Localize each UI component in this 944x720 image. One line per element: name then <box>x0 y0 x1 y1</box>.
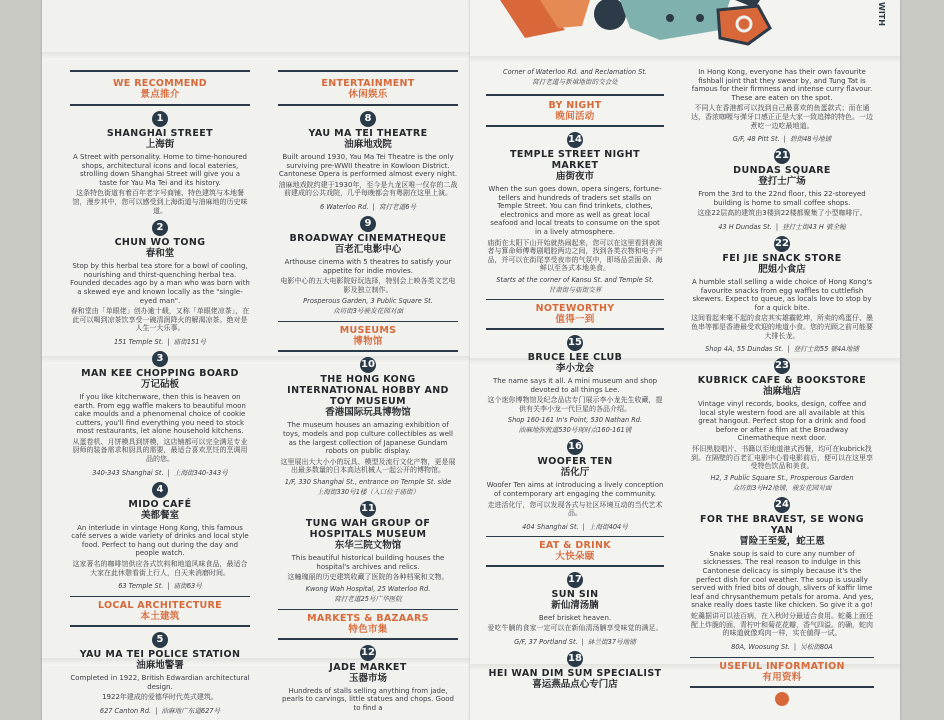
listing-description-cn: 油麻地戏院约建于1930年，至今是九龙区唯一仅存的二战前建成的公共戏院，几乎每晚都会有粤剧在这里上演。 <box>278 180 458 198</box>
listing-description-cn: 庙街在太阳下山开始就热闹起来，您可以在这里看到表演者与算命师傅粤剧唱腔两边之间，找到各类衣物和电子产品，并可以在街尾享受夜市的气氛中，即场品尝面条、海鲜以至各式本地美食。 <box>487 238 663 273</box>
listing-kubrick <box>690 358 874 492</box>
listing-address: H2, 3 Public Square St., Prosperous Garden <box>710 473 854 482</box>
listing-title: MAN KEE CHOPPING BOARD <box>81 367 239 379</box>
listing-title: DUNDAS SQUARE <box>733 165 831 177</box>
listing-title-cn: 李小龙会 <box>555 362 594 374</box>
listing-address: Shop 160-161 In's Point, 530 Nathan Rd. <box>507 416 643 425</box>
listing-address: Prosperous Garden, 3 Public Square St. <box>303 297 433 306</box>
listing-description-cn: 这个迷你博物馆及纪念品店专门展示李小龙先生收藏，提供有关李小龙一代巨星的各品介绍。 <box>487 396 663 413</box>
divider <box>278 638 458 640</box>
listing-title-cn: 香港国际玩具博物馆 <box>325 407 411 419</box>
listing-address: 151 Temple St. | 庙街151号 <box>113 337 207 346</box>
listing-address-cn: 窝打老道25号广华医院 <box>334 594 402 603</box>
listing-address: 340-343 Shanghai St. | 上海街340-343号 <box>92 468 228 477</box>
listing-title: FOR THE BRAVEST, SE WONG YAN <box>700 513 864 536</box>
column-eat-drink-continued <box>690 68 874 710</box>
section-heading-we-recommend: WE RECOMMEND 景点推介 <box>113 78 207 100</box>
divider <box>70 104 250 106</box>
number-badge: 5 <box>152 632 168 648</box>
divider <box>486 565 664 567</box>
listing-toy-museum <box>278 357 458 496</box>
listing-description: Built around 1930, Yau Ma Tei Theatre is the only surviving pre-WWII theatre in Kowloon District. Cantonese Opera is performed almost every night. <box>278 153 458 179</box>
listing-description-cn: 这幢瑰丽的历史建筑收藏了医院的各种档案和文物。 <box>287 573 449 582</box>
listing-shanghai-street <box>70 111 250 215</box>
listing-title: YAU MA TEI THEATRE <box>308 128 428 139</box>
listing-address-cn: 窝打老道与新填地街的交会处 <box>532 78 618 86</box>
listing-title-cn: 喜运燕品点心专门店 <box>532 678 618 690</box>
listing-description: When the sun goes down, opera singers, fortune-tellers and hundreds of traders set stalls on Temple Street. You can find trinkets, clothes, electronics and more as well as great local seafood and local treats to consume on the spot in a lively atmosphere. <box>488 185 662 236</box>
divider <box>486 536 664 537</box>
divider <box>70 625 250 627</box>
listing-description: In Hong Kong, everyone has their own favourite fishball joint that they swear by, and Tung Tat is famous for their firmness and intense curry flavour. These are eaten on the spot. <box>691 68 873 102</box>
listing-address: 627 Canton Rd. | 油麻地广东道627号 <box>99 707 221 715</box>
divider <box>278 350 458 352</box>
number-badge: 23 <box>774 358 790 374</box>
listing-description-cn: 爱吃牛腩的食家一定可以在新仙清汤腩享受味觉的满足。 <box>487 624 663 633</box>
number-badge: 21 <box>774 148 790 164</box>
divider <box>278 321 458 322</box>
listing-description: This beautiful historical building houses the hospital's archives and relics. <box>291 553 445 571</box>
divider <box>486 94 664 96</box>
number-badge: 12 <box>360 645 376 661</box>
listing-description: From the 3rd to the 22nd floor, this 22-storeyed building is home to small coffee shops. <box>698 190 866 207</box>
listing-tung-wah-museum <box>278 501 458 603</box>
listing-address: 80A, Woosung St. | 吴松街80A <box>731 642 833 651</box>
number-badge: 22 <box>774 236 790 252</box>
map-panel-left <box>42 0 470 720</box>
listing-title: JADE MARKET <box>329 661 407 673</box>
listing-description-cn: 这座22层高的建筑由3楼到22楼都聚集了小型咖啡厅。 <box>697 209 867 218</box>
divider <box>278 104 458 106</box>
divider <box>70 70 250 72</box>
section-heading-eat-drink: EAT & DRINK 大快朵颐 <box>539 539 611 562</box>
listing-title-cn: 冒险王至爱，蛇王恩 <box>739 535 825 547</box>
listing-title: YAU MA TEI POLICE STATION <box>79 649 241 661</box>
listing-address: 43 H Dundas St. | 登打士街43 H 號全幢 <box>718 222 846 231</box>
listing-chun-wo-tong <box>70 220 250 346</box>
listing-hei-wan <box>486 651 664 691</box>
number-badge: 8 <box>360 111 376 127</box>
divider <box>486 328 664 330</box>
listing-address: G/F, 48 Pitt St. | 碧街48号地铺 <box>732 135 832 144</box>
listing-police-station <box>70 632 250 715</box>
listing-address: Shop 4A, 55 Dundas St. | 登打士街55 號4A地铺 <box>705 345 859 354</box>
listing-title-cn: 肥姐小食店 <box>758 263 806 275</box>
divider <box>278 70 458 72</box>
illustration-banner <box>470 0 900 58</box>
number-badge: 9 <box>360 216 376 232</box>
number-badge: 11 <box>360 501 376 517</box>
listing-description: The museum houses an amazing exhibition of toys, models and pop culture collectibles as well as the largest collection of Japanese Gundam robots on public display. <box>283 421 453 456</box>
section-heading-by-night: BY NIGHT 晚间活动 <box>548 100 602 122</box>
column-by-night <box>486 68 664 691</box>
number-badge: 1 <box>152 111 168 127</box>
listing-address: Starts at the corner of Kansu St. and Temple St. <box>496 275 654 284</box>
listing-woofer-ten <box>486 439 664 530</box>
listing-address: 6 Waterloo Rd. | 窝打老道6号 <box>319 202 417 211</box>
listing-description: Stop by this herbal tea store for a bowl of cooling, nourishing and thirst-quenching herbal tea. Founded decades ago by a man who was born with a skewed eye and known locally as the "single-eyed man". <box>70 262 250 305</box>
listing-title: MIDO CAFÉ <box>128 498 192 510</box>
listing-fei-jie <box>690 236 874 353</box>
listing-description: Completed in 1922, British Edwardian architectural design. <box>70 674 250 691</box>
number-badge: 17 <box>567 572 583 588</box>
listing-description: Vintage vinyl records, books, design, coffee and local style western food are all available at this great hangout. Perfect stop for a drink and food before or after a film at the Broadway Cinematheque next door. <box>697 400 867 443</box>
listing-title-cn: 活化厅 <box>560 467 590 479</box>
listing-temple-street-night-market <box>486 132 664 294</box>
listing-address: 1/F, 330 Shanghai St., entrance on Temple St. side <box>284 477 452 486</box>
listing-description-cn: 1922年建成的爱德华时代英式建筑。 <box>102 693 218 702</box>
listing-description: Beef brisket heaven. <box>538 613 612 622</box>
listing-mido-cafe <box>70 482 250 591</box>
listing-description-cn: 不同人在香港都可以找到自己最喜欢的鱼蛋款式；而在通达，香浓咖喱与弹牙口感正正是大家一致追捧的特色。一边煮吃一边吃最地道。 <box>691 104 873 130</box>
listing-description-cn: 怀旧黑胶唱片、书籍以至地道港式西餐，均可在kubrick找到。在隔壁的百老汇电影中心看电影前后，便可以在这里享受特色饮品和美食。 <box>691 445 873 471</box>
listing-description-cn: 走进活化厅，您可以发现各式与社区环境互动的当代艺术品。 <box>487 500 663 518</box>
map-panel-right <box>470 0 900 720</box>
listing-title: HEI WAN DIM SUM SPECIALIST <box>488 667 662 679</box>
section-heading-useful-information: USEFUL INFORMATION 有用资料 <box>719 660 845 683</box>
listing-address-cn: 甘肃街与庙街交界 <box>548 285 602 294</box>
listing-title: SUN SIN <box>551 588 599 600</box>
section-heading-markets: MARKETS & BAZAARS 特色市集 <box>307 612 429 635</box>
section-heading-noteworthy: NOTEWORTHY 值得一到 <box>535 302 615 325</box>
column-entertainment <box>278 70 458 712</box>
listing-title-cn: 登打士广场 <box>758 176 806 188</box>
listing-title: TUNG WAH GROUP OF HOSPITALS MUSEUM <box>305 517 431 540</box>
listing-description: If you like kitchenware, then this is heaven on earth. From egg waffle makers to beautiful moon cake moulds and a phenomenal choice of cookie cutters, you'll find everything you need to stock most restaurants, let alone household kitchens. <box>74 392 246 436</box>
listing-title: KUBRICK CAFE & BOOKSTORE <box>697 375 867 387</box>
listing-title: BROADWAY CINEMATHEQUE <box>289 232 447 244</box>
listing-title-cn: 万记砧板 <box>140 378 179 390</box>
listing-title-cn: 上海街 <box>145 139 175 150</box>
divider <box>486 125 664 127</box>
number-badge: 2 <box>152 220 168 236</box>
listing-description: A humble stall selling a wide choice of Hong Kong's favourite snacks from egg waffles to cuttlefish skewers. Expect to queue, as locals love to stop by for a quick bite. <box>692 277 872 312</box>
listing-address-cn: 上海街330号1楼（入口位于庙街） <box>316 487 420 496</box>
listing-title: BRUCE LEE CLUB <box>527 351 623 363</box>
listing-sun-sin <box>486 572 664 646</box>
listing-title-cn: 春和堂 <box>145 248 175 260</box>
listing-title-cn: 新仙清汤腩 <box>551 599 599 611</box>
listing-description: A Street with personality. Home to time-honoured shops, architectural icons and local eateries, strolling down Shanghai Street will give you a taste for Yau Ma Tei and its history. <box>73 153 247 187</box>
listing-address-cn: 众坊街3号骏发花园对面 <box>332 307 404 316</box>
divider <box>690 686 874 688</box>
listing-description: Arthouse cinema with 5 theatres to satisfy your appetite for indie movies. <box>284 257 452 275</box>
section-heading-local-architecture: LOCAL ARCHITECTURE 本土建筑 <box>98 600 222 623</box>
number-badge: 14 <box>567 132 583 148</box>
listing-title-cn: 油麻地店 <box>762 386 801 398</box>
listing-description: Snake soup is said to cure any number of sicknesses. The real reason to indulge in this Cantonese delicacy is simply because it's the perfect dish for cool weather. The soup is usually served with fried bits of dough, slivers of kaffir lime leaf and chrysanthemum petals for aroma. And yes, snake really does taste like chicken. So give it a go! <box>690 549 874 610</box>
number-badge: 16 <box>567 439 583 455</box>
listing-description-cn: 这间看起来毫不起的食店其实雄霸乾坤，所卖的鸡蛋仔、墨鱼串等都是香港最受欢迎的地道小食。您的光顾之前可能要大排长龙。 <box>691 314 873 340</box>
listing-dundas-square <box>690 148 874 231</box>
number-badge: 3 <box>152 351 168 367</box>
listing-address-cn: 油麻地弥敦道530号现时点160-161铺 <box>518 426 632 435</box>
listing-title: FEI JIE SNACK STORE <box>722 252 842 264</box>
listing-address: 63 Temple St. | 庙街63号 <box>118 582 202 591</box>
listing-title: SHANGHAI STREET <box>106 128 214 139</box>
listing-jade-market <box>278 645 458 713</box>
section-heading-entertainment: ENTERTAINMENT 休闲娱乐 <box>321 78 415 100</box>
listing-address: G/F, 37 Portland St. | 砵兰街37号地铺 <box>514 637 636 646</box>
listing-title: WOOFER TEN <box>537 456 613 468</box>
listing-description-cn: 电影中心的五大电影院好玩选择，特别会上映各类文艺电影及独立制作。 <box>280 277 456 294</box>
listing-address-cn: 众坊街3号H2地铺，骏发花园对面 <box>732 483 832 492</box>
listing-title-cn: 东华三院文物馆 <box>334 539 402 551</box>
listing-description-cn: 这里展出大大小小的玩具、模型及流行文化产物，更是展出最多数量的日本高达机械人一起公开的博物馆。 <box>280 457 456 475</box>
fold-line <box>42 52 470 60</box>
column-recommend <box>70 70 250 715</box>
number-badge: 4 <box>152 482 168 498</box>
divider <box>278 609 458 610</box>
listing-address: Corner of Waterloo Rd. and Reclamation St. <box>502 68 648 76</box>
listing-address: 404 Shanghai St. | 上海街404号 <box>522 522 628 531</box>
divider <box>486 299 664 300</box>
listing-title: TEMPLE STREET NIGHT MARKET <box>510 149 640 171</box>
listing-yau-ma-tei-theatre <box>278 111 458 211</box>
listing-title-cn: 百老汇电影中心 <box>334 243 402 255</box>
listing-broadway-cinematheque <box>278 216 458 315</box>
listing-description-cn: 这家著名的咖啡馆供应各式饮料和地道风味食品，最适合大家在此休憩看街上行人，白天来消磨时间。 <box>72 560 248 577</box>
listing-description-cn: 从蛋卷机、月饼模具到饼模，这店铺都可以完全满足专业厨师的装备需求和厨具的需要，最适合喜欢烹饪的烹调用品的您。 <box>72 437 248 464</box>
number-badge: 24 <box>774 497 790 513</box>
listing-description-cn: 蛇羹据讲可以祛百病，在入秋时分最适合食用。蛇羹上面还配上炸脆的面，青柠叶和菊花花瓣，香气四溢。的确，蛇肉的味道就像鸡肉一样，实在値得一试。 <box>691 612 873 638</box>
listing-description-cn: 春和堂由「单眼佬」创办逾十载，又称「单眼佬凉茶」，在此可以喝到凉茶饮享受一碗清润降火的解渴凉茶。绝对是人生一大乐事。 <box>70 307 250 333</box>
listing-title-cn: 油麻地警署 <box>136 660 184 672</box>
listing-title-cn: 庙街夜市 <box>555 171 594 182</box>
divider <box>70 596 250 597</box>
listing-title-cn: 油麻地戏院 <box>344 139 392 150</box>
number-badge: 15 <box>567 335 583 351</box>
listing-bruce-lee-club <box>486 335 664 434</box>
number-badge: 10 <box>360 357 376 373</box>
info-icon <box>775 692 789 706</box>
listing-se-wong-yan <box>690 497 874 651</box>
section-heading-museums: MUSEUMS 博物馆 <box>339 325 397 348</box>
listing-title-cn: 美都餐室 <box>140 509 179 521</box>
listing-address: Kwong Wah Hospital, 25 Waterloo Rd. <box>305 584 431 593</box>
listing-title: THE HONG KONG INTERNATIONAL HOBBY AND TOY MUSEUM <box>287 374 449 408</box>
listing-description: The name says it all. A mini museum and shop devoted to all things Lee. <box>492 376 658 394</box>
listing-description: An interlude in vintage Hong Kong, this famous café serves a wide variety of drinks and local style food. Perfect to hang out during the day and people watch. <box>71 523 249 558</box>
listing-description: Hundreds of stalls selling anything from jade, pearls to carvings, little statues and chops. Good to find a <box>282 686 454 712</box>
side-caption: WITH <box>877 2 886 26</box>
listing-man-kee <box>70 351 250 477</box>
listing-description-cn: 这条特色街道有着百年老字号商铺、特色建筑与本地餐馆，漫步其中，您可以感受到上海街道与油麻地的历史味道。 <box>72 189 248 215</box>
listing-description: Woofer Ten aims at introducing a lively conception of contemporary art engaging the community. <box>486 481 664 498</box>
listing-title: CHUN WO TONG <box>114 237 206 249</box>
divider <box>690 657 874 658</box>
number-badge: 18 <box>567 651 583 667</box>
listing-title-cn: 玉器市场 <box>348 672 387 684</box>
